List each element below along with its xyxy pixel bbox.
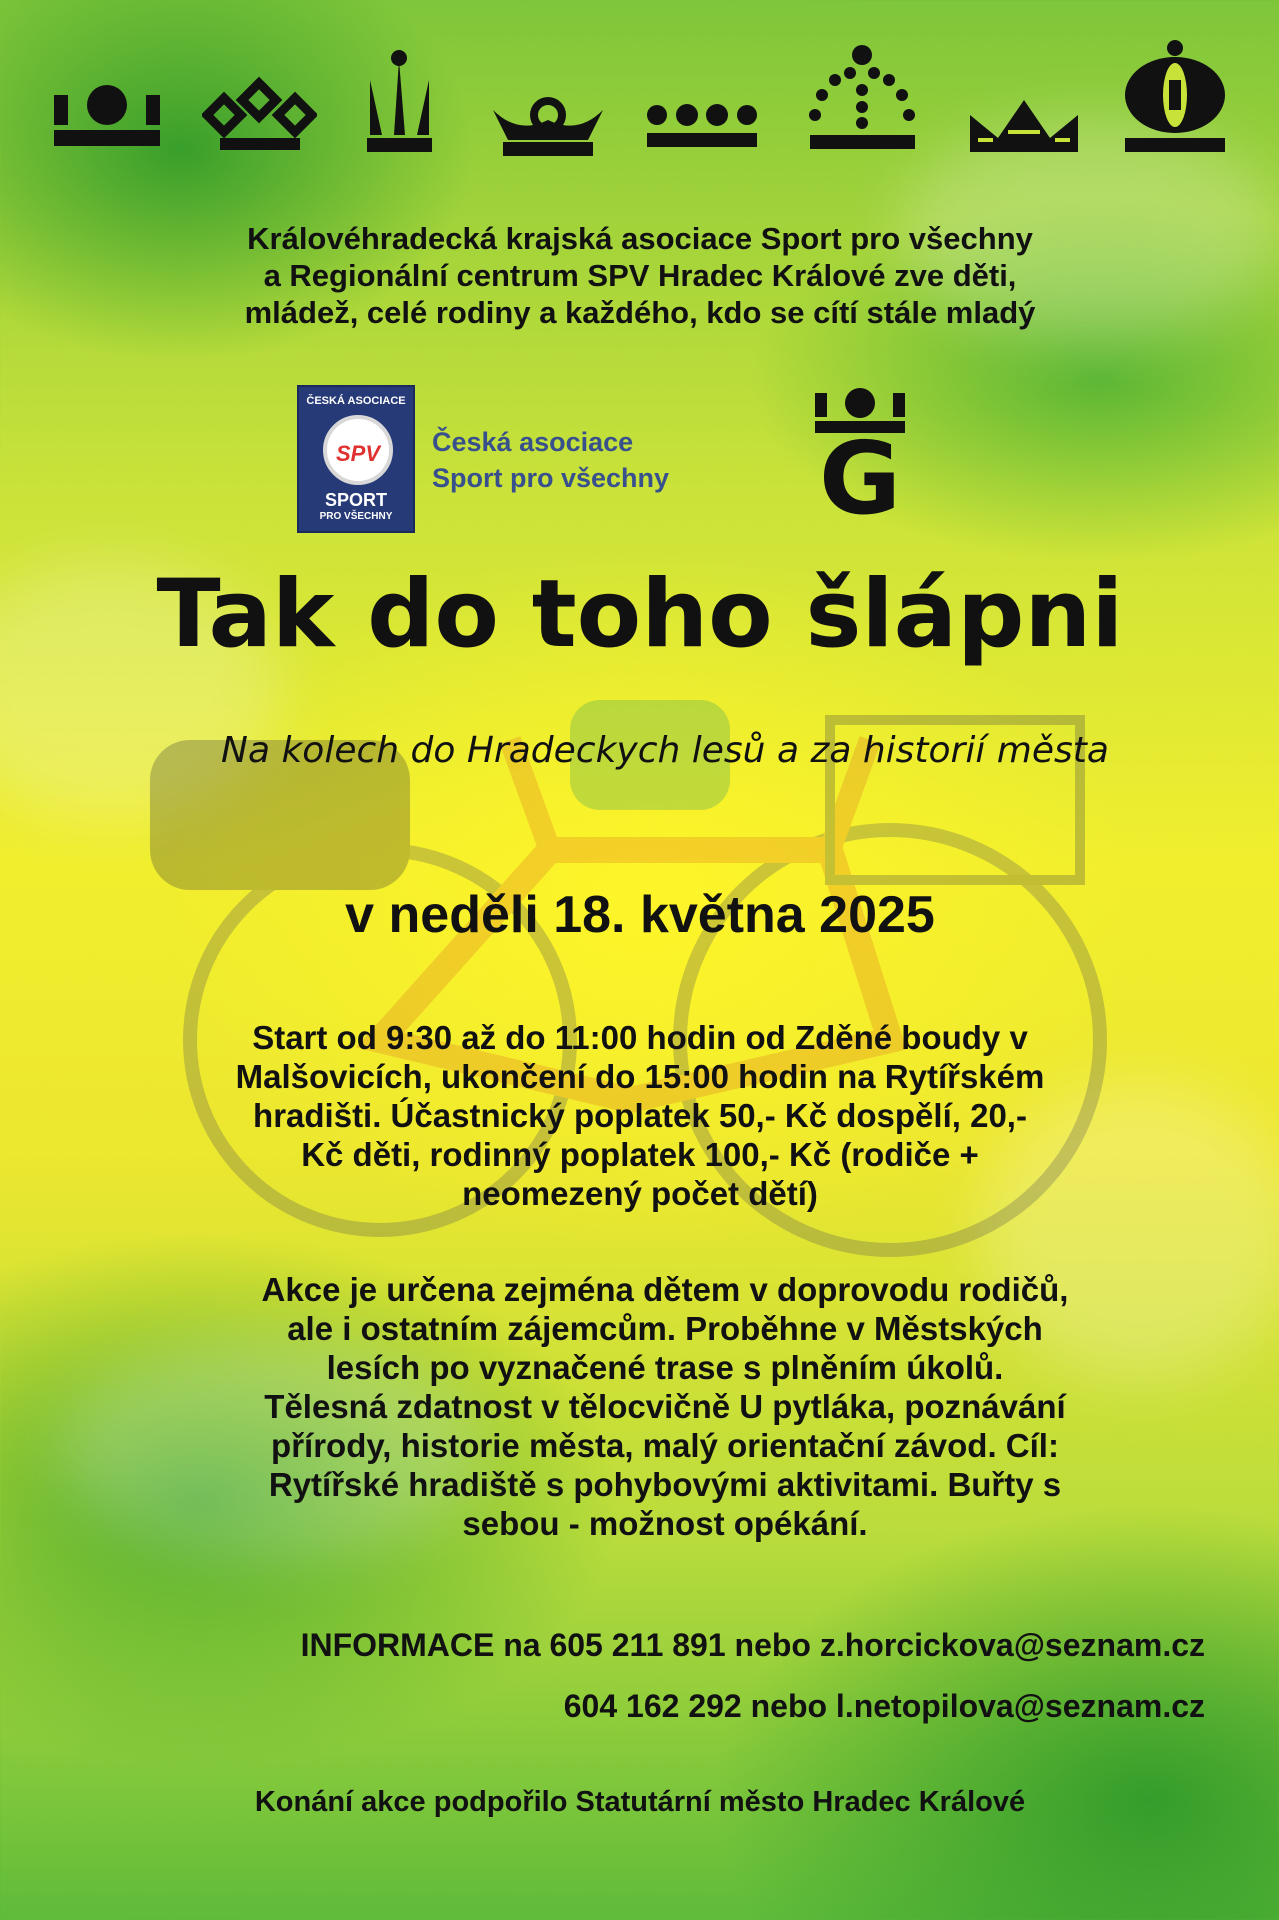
city-logo [815,385,905,537]
association-line: Česká asociace [432,427,634,457]
start-info-line: Start od 9:30 až do 11:00 hodin od Zděné boudy v [252,1019,1028,1056]
contact-info-primary: INFORMACE na 605 211 891 nebo z.horcickova@seznam.cz [300,1627,1205,1663]
association-name [432,424,669,496]
crown-zigzag-icon [968,90,1080,155]
crowns-row [40,40,1240,160]
crown-globe-icon [1120,40,1230,155]
association-line: Sport pro všechny [432,463,670,493]
subtitle: Na kolech do Hradeckych lesů a za historií města [221,730,1109,771]
start-info [140,1018,1140,1213]
start-info-line: Kč děti, rodinný poplatek 100,- Kč (rodiče + [301,1136,979,1173]
crown-spikes-icon [362,50,437,155]
start-info-line: Malšovicích, ukončení do 15:00 hodin na Rytířském [235,1058,1045,1095]
description-line: ale i ostatním zájemcům. Proběhne v Městských [287,1310,1043,1347]
crown-arc-icon [800,45,925,155]
contact-info-secondary: 604 162 292 nebo l.netopilova@seznam.cz [563,1688,1205,1724]
crown-dots-icon [54,75,160,150]
start-info-line: hradišti. Účastnický poplatek 50,- Kč dospělí, 20,- [253,1097,1027,1134]
description-line: lesích po vyznačené trase s plněním úkolů. [326,1349,1004,1386]
sponsor-note: Konání akce podpořilo Statutární město Hradec Králové [254,1786,1026,1818]
spv-logo-pro: PRO VŠECHNY [319,511,393,522]
start-info-line: neomezený počet dětí) [462,1175,818,1212]
description-line: Tělesná zdatnost v tělocvičně U pytláka, poznávání [264,1388,1066,1425]
description-line: Akce je určena zejména dětem v doprovodu rodičů, [261,1271,1069,1308]
intro-line: mládež, celé rodiny a každého, kdo se cítí stále mladý [244,295,1036,330]
spv-logo [297,385,415,533]
event-date: v neděli 18. května 2025 [345,886,935,944]
description-line: Rytířské hradiště s pohybovými aktivitami. Buřty s [268,1466,1062,1503]
spv-logo-mark: SPV [335,441,381,466]
crown-dotline-icon [647,95,757,150]
crown-wave-icon [488,80,608,160]
spv-logo-sport: SPORT [324,490,387,510]
description-line: sebou - možnost opékání. [462,1505,868,1542]
event-description [170,1270,1160,1543]
crown-diamonds-icon [202,70,317,155]
intro-line: Královéhradecká krajská asociace Sport pro všechny [247,221,1033,256]
page-title: Tak do toho šlápni [156,560,1124,669]
spv-logo-caption: ČESKÁ ASOCIACE [306,395,406,407]
city-logo-letter: G [818,420,902,537]
spv-logo-circle [323,415,393,485]
intro-text [140,220,1140,331]
description-line: přírody, historie města, malý orientační závod. Cíl: [271,1427,1059,1464]
intro-line: a Regionální centrum SPV Hradec Králové zve děti, [263,258,1017,293]
